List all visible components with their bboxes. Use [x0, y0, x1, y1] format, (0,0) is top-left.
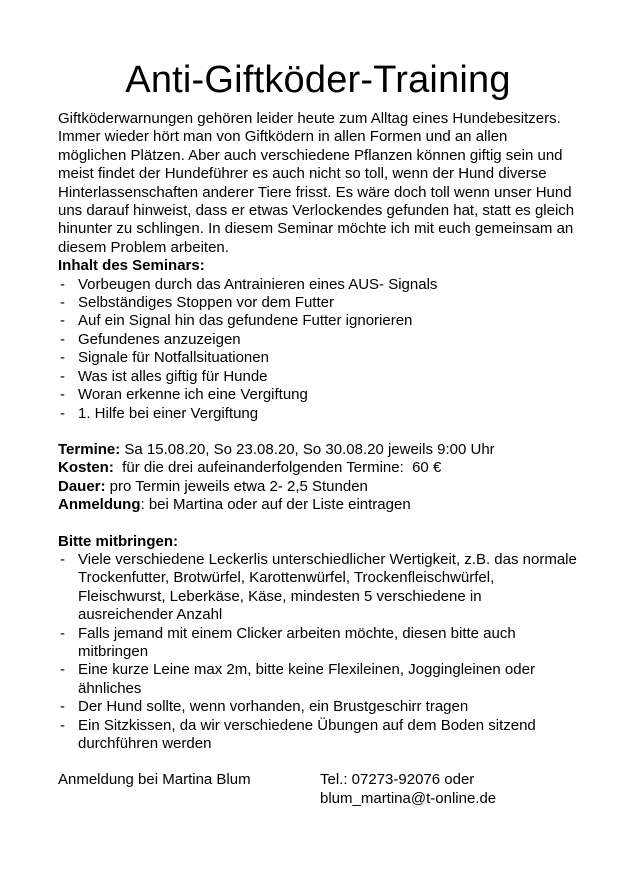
- list-item-text: Selbständiges Stoppen vor dem Futter: [78, 294, 334, 312]
- list-item: [58, 294, 578, 312]
- phone-number: Tel.: 07273-92076 oder: [320, 771, 475, 789]
- list-item: [58, 551, 578, 625]
- list-item-text: Gefundenes anzuzeigen: [78, 330, 241, 348]
- list-item: [58, 349, 578, 367]
- list-item-text: Was ist alles giftig für Hunde: [78, 367, 268, 385]
- dash-bullet: -: [60, 312, 65, 330]
- list-item: [58, 625, 578, 662]
- dash-bullet: -: [60, 275, 65, 293]
- duration-label: Dauer:: [58, 477, 106, 495]
- contact-footer: [58, 771, 578, 808]
- page-title: Anti-Giftköder-Training: [125, 59, 511, 101]
- flyer-page: [58, 60, 578, 808]
- list-item-text: Auf ein Signal hin das gefundene Futter ignorieren: [78, 312, 413, 330]
- list-item: [58, 276, 578, 294]
- dash-bullet: -: [60, 624, 65, 642]
- dash-bullet: -: [60, 698, 65, 716]
- list-item-text: Viele verschiedene Leckerlis unterschiedlicher Wertigkeit, z.B. das normale Trockenfutter, Brotwürfel, Karottenwürfel, Trockenfleischwürfel, Fleischwurst, Leberkäse, Käse, mindesten 5 verschiedene in ausreichender Anzahl: [78, 550, 577, 624]
- spacer: [58, 515, 578, 533]
- dates-label: Termine:: [58, 440, 121, 458]
- contents-list: [58, 276, 578, 423]
- list-item: [58, 717, 578, 754]
- dash-bullet: -: [60, 349, 65, 367]
- dash-bullet: -: [60, 716, 65, 734]
- duration-line: [58, 478, 578, 496]
- bring-heading: Bitte mitbringen:: [58, 532, 178, 550]
- list-item: [58, 331, 578, 349]
- duration-value: pro Termin jeweils etwa 2- 2,5 Stunden: [105, 477, 368, 495]
- cost-label: Kosten:: [58, 459, 114, 477]
- list-item: [58, 312, 578, 330]
- dates-value: Sa 15.08.20, So 23.08.20, So 30.08.20 jeweils 9:00 Uhr: [120, 440, 495, 458]
- list-item: [58, 661, 578, 698]
- list-item: [58, 698, 578, 716]
- dash-bullet: -: [60, 550, 65, 568]
- list-item-text: Falls jemand mit einem Clicker arbeiten möchte, diesen bitte auch mitbringen: [78, 624, 516, 660]
- list-item-text: 1. Hilfe bei einer Vergiftung: [78, 404, 259, 422]
- bring-list: [58, 551, 578, 753]
- contents-heading: Inhalt des Seminars:: [58, 257, 205, 275]
- dates-line: [58, 441, 578, 459]
- cost-value: für die drei aufeinanderfolgenden Termine: 60 €: [113, 459, 442, 477]
- dash-bullet: -: [60, 294, 65, 312]
- list-item-text: Signale für Notfallsituationen: [78, 349, 269, 367]
- dash-bullet: -: [60, 386, 65, 404]
- dash-bullet: -: [60, 661, 65, 679]
- list-item-text: Vorbeugen durch das Antrainieren eines AUS- Signals: [78, 275, 438, 293]
- intro-paragraph: Giftköderwarnungen gehören leider heute zum Alltag eines Hundebesitzers. Immer wieder hört man von Giftködern in allen Formen und an allen möglichen Plätzen. Aber auch verschiedene Pflanzen können giftig sein und meist findet der Hundeführer es auch nicht so toll, wenn der Hund diverse Hinterlassenschaften anderer Tiere frisst. Es wäre doch toll wenn unser Hund uns darauf hinweist, dass er etwas Verlockendes gefunden hat, statt es gleich hinunter zu schlingen. In diesem Seminar möchte ich mit euch gemeinsam an diesem Problem arbeiten.: [58, 110, 575, 256]
- cost-line: [58, 459, 578, 477]
- registration-note: Anmeldung bei Martina Blum: [58, 771, 251, 789]
- dash-bullet: -: [60, 367, 65, 385]
- registration-label: Anmeldung: [58, 496, 141, 514]
- list-item: [58, 368, 578, 386]
- registration-value: : bei Martina oder auf der Liste eintragen: [140, 496, 411, 514]
- dash-bullet: -: [60, 404, 65, 422]
- list-item-text: Eine kurze Leine max 2m, bitte keine Flexileinen, Joggingleinen oder ähnliches: [78, 661, 535, 697]
- email-address: blum_martina@t-online.de: [320, 789, 497, 807]
- list-item-text: Woran erkenne ich eine Vergiftung: [78, 386, 308, 404]
- list-item-text: Der Hund sollte, wenn vorhanden, ein Brustgeschirr tragen: [78, 698, 469, 716]
- list-item: [58, 405, 578, 423]
- registration-line: [58, 496, 578, 514]
- list-item-text: Ein Sitzkissen, da wir verschiedene Übungen auf dem Boden sitzend durchführen werden: [78, 716, 536, 752]
- spacer: [58, 423, 578, 441]
- dash-bullet: -: [60, 330, 65, 348]
- contact-details: [320, 771, 578, 808]
- list-item: [58, 386, 578, 404]
